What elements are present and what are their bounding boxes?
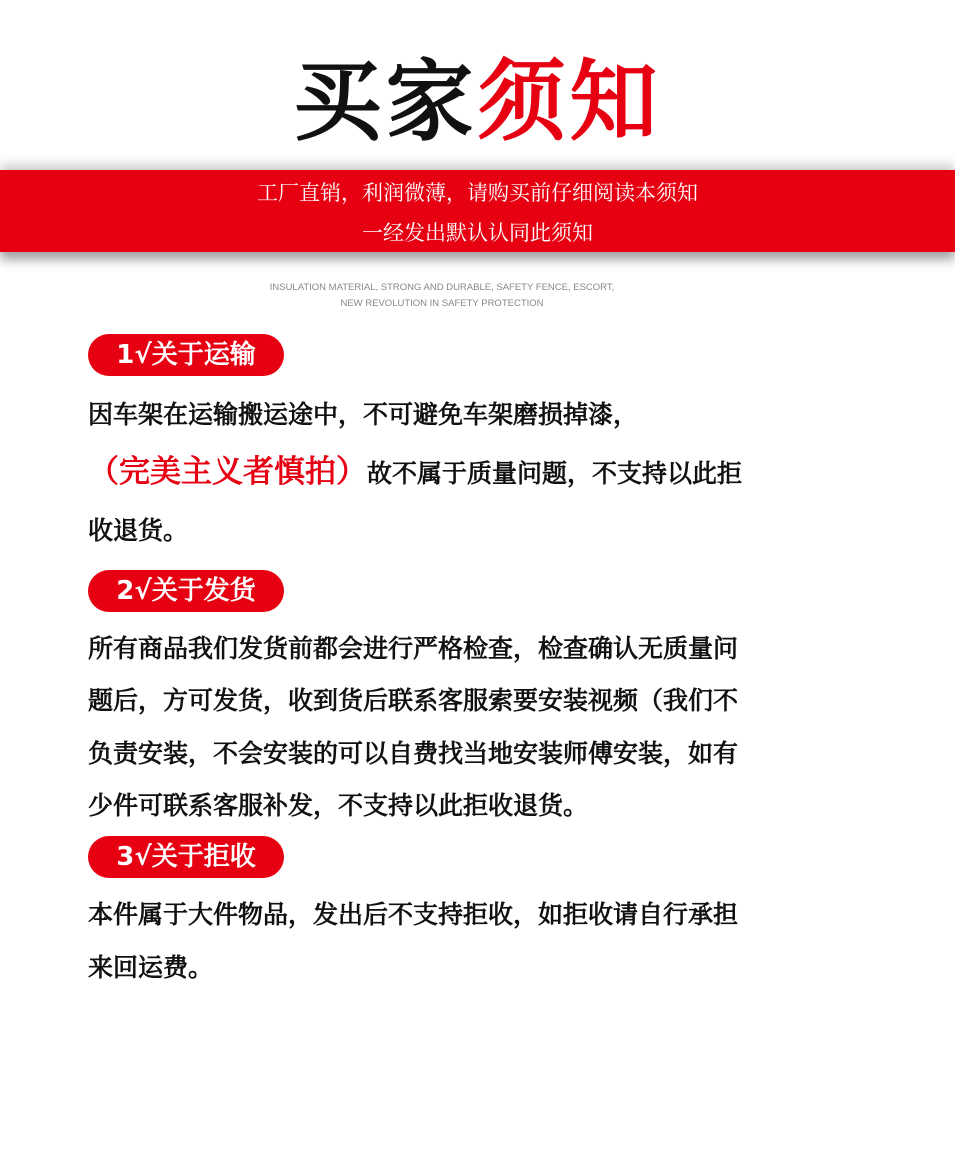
section-3-line-2: 来回运费。 [88, 953, 214, 982]
section-badge-shipping: 1√关于运输 [88, 334, 284, 376]
section-badge-rejection: 3√关于拒收 [88, 836, 284, 878]
title-part-red: 须知 [477, 50, 662, 153]
section-3-line-1: 本件属于大件物品，发出后不支持拒收，如拒收请自行承担 [88, 900, 739, 929]
subtitle-line-2: NEW REVOLUTION IN SAFETY PROTECTION [340, 298, 544, 309]
section-1-line-3: 收退货。 [88, 516, 189, 545]
section-1-line-2 [88, 455, 742, 491]
title-part-black: 买家 [293, 50, 478, 153]
section-1-line-2-text: 故不属于质量问题，不支持以此拒 [367, 459, 743, 488]
perfectionist-warning: （完美主义者慎拍） [88, 454, 367, 490]
page-title [0, 52, 955, 152]
banner-line-2: 一经发出默认认同此须知 [362, 221, 593, 245]
section-badge-delivery: 2√关于发货 [88, 570, 284, 612]
section-1-line-1: 因车架在运输搬运途中，不可避免车架磨损掉漆， [88, 400, 639, 429]
section-2-line-3: 负责安装，不会安装的可以自费找当地安装师傅安装，如有 [88, 739, 739, 768]
section-2-line-4: 少件可联系客服补发，不支持以此拒收退货。 [88, 791, 589, 820]
english-subtitle [222, 280, 662, 312]
subtitle-line-1: INSULATION MATERIAL, STRONG AND DURABLE, SAFETY FENCE, ESCORT, [269, 282, 615, 293]
section-2-line-2: 题后，方可发货，收到货后联系客服索要安装视频（我们不 [88, 686, 739, 715]
section-2-line-1: 所有商品我们发货前都会进行严格检查，检查确认无质量问 [88, 634, 739, 663]
notice-banner [0, 170, 955, 252]
banner-line-1: 工厂直销，利润微薄，请购买前仔细阅读本须知 [257, 181, 698, 205]
